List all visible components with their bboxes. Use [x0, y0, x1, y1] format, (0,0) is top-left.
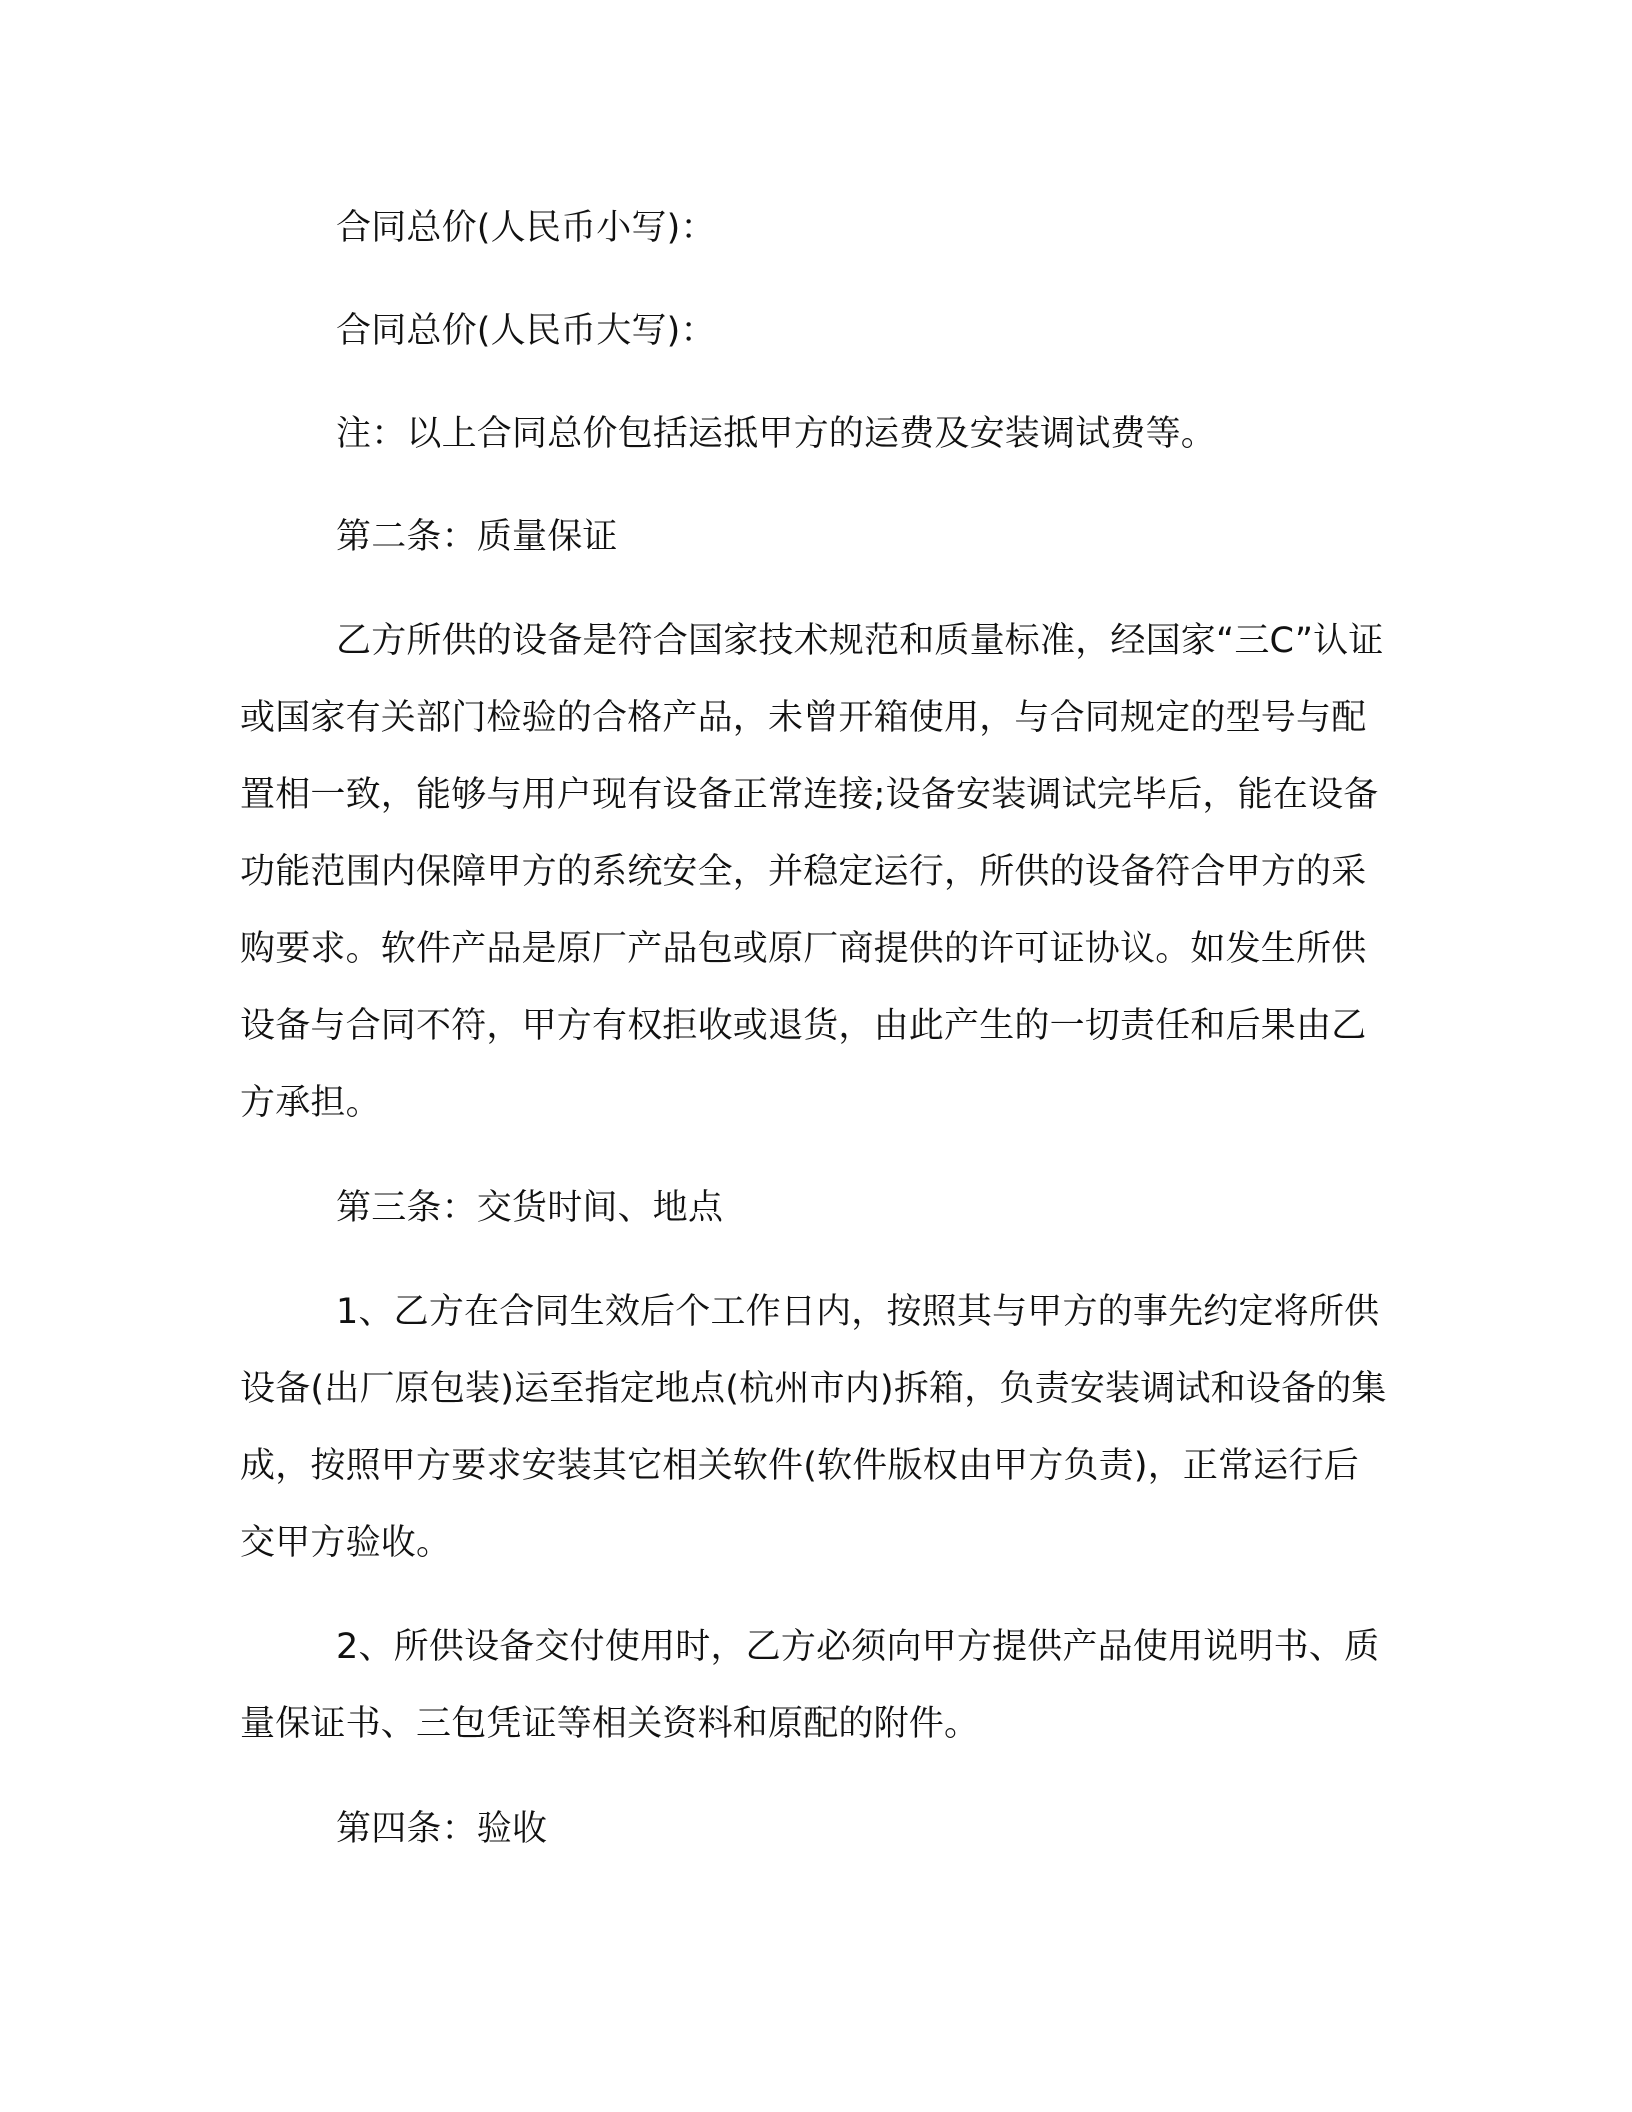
article-three-heading: 第三条：交货时间、地点 — [336, 1188, 724, 1228]
contract-price-uppercase: 合同总价(人民币大写)： — [336, 311, 716, 351]
contract-price-lowercase: 合同总价(人民币小写)： — [336, 208, 716, 248]
delivery-clause-one: 1、乙方在合同生效后个工作日内，按照其与甲方的事先约定将所供设备(出厂原包装)运至指定地点(杭州市内)拆箱，负责安装调试和设备的集成，按照甲方要求安装其它相关软件(软件版权由甲方负责)，正常运行后交甲方验收。 — [240, 1292, 1387, 1563]
document-body — [240, 190, 1390, 1868]
price-note: 注：以上合同总价包括运抵甲方的运费及安装调试费等。 — [336, 414, 1217, 454]
delivery-clause-two: 2、所供设备交付使用时，乙方必须向甲方提供产品使用说明书、质量保证书、三包凭证等相关资料和原配的附件。 — [240, 1627, 1380, 1744]
article-four-heading: 第四条：验收 — [336, 1809, 548, 1849]
article-two-heading: 第二条：质量保证 — [336, 517, 618, 557]
quality-guarantee-paragraph: 乙方所供的设备是符合国家技术规范和质量标准，经国家“三C”认证或国家有关部门检验的合格产品，未曾开箱使用，与合同规定的型号与配置相一致，能够与用户现有设备正常连接;设备安装调试完毕后，能在设备功能范围内保障甲方的系统安全，并稳定运行，所供的设备符合甲方的采购要求。软件产品是原厂产品包或原厂商提供的许可证协议。如发生所供设备与合同不符，甲方有权拒收或退货，由此产生的一切责任和后果由乙方承担。 — [240, 621, 1384, 1123]
